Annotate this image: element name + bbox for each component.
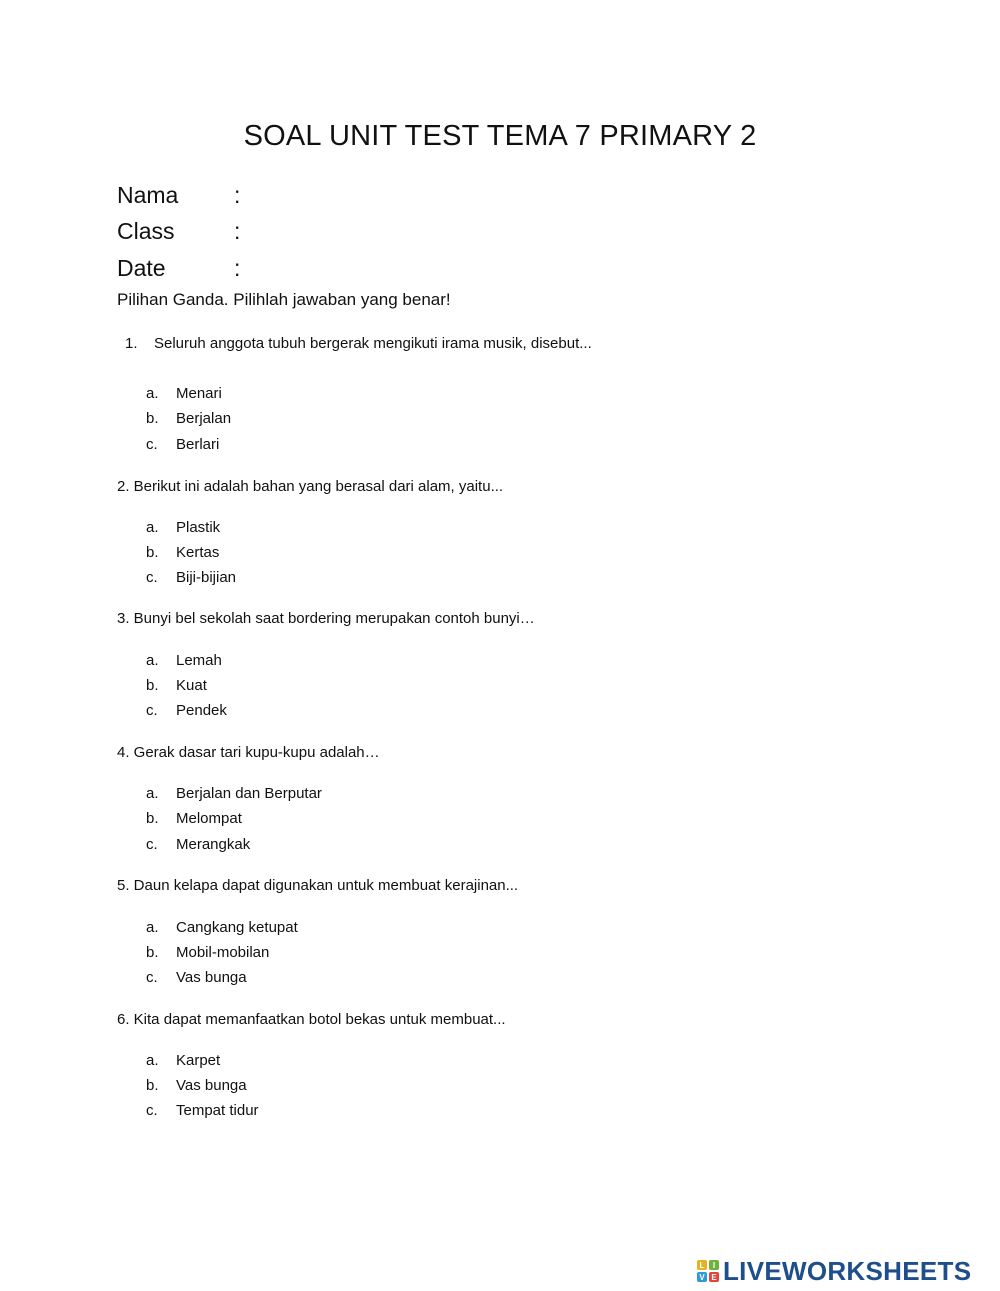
option-text: Menari — [176, 385, 222, 402]
instruction: Pilihan Ganda. Pilihlah jawaban yang benar! — [117, 290, 451, 309]
option-text: Cangkang ketupat — [176, 919, 298, 936]
option-text: Lemah — [176, 652, 222, 669]
option-letter: c. — [146, 969, 158, 986]
logo-mark-tile: E — [709, 1272, 719, 1282]
option-text: Pendek — [176, 702, 227, 719]
option-letter: b. — [146, 544, 159, 561]
field-colon: : — [234, 218, 241, 244]
option-letter: b. — [146, 944, 159, 961]
option-letter: a. — [146, 385, 159, 402]
logo-mark-tile: I — [709, 1260, 719, 1270]
field-label-date: Date — [117, 255, 166, 281]
field-colon: : — [234, 182, 241, 208]
option-letter: a. — [146, 785, 159, 802]
field-label-class: Class — [117, 218, 175, 244]
option-text: Kertas — [176, 544, 220, 561]
question-number: 1. — [125, 335, 138, 352]
option-letter: b. — [146, 1077, 159, 1094]
option-text: Berlari — [176, 436, 220, 453]
option-letter: a. — [146, 1052, 159, 1069]
page-title: SOAL UNIT TEST TEMA 7 PRIMARY 2 — [243, 120, 757, 152]
option-letter: c. — [146, 836, 158, 853]
logo-mark-tile: V — [697, 1272, 707, 1282]
liveworksheets-logo[interactable] — [697, 1256, 971, 1286]
option-text: Merangkak — [176, 836, 251, 853]
option-text: Mobil-mobilan — [176, 944, 270, 961]
question-text: 5. Daun kelapa dapat digunakan untuk membuat kerajinan... — [117, 877, 519, 894]
option-letter: b. — [146, 810, 159, 827]
option-text: Kuat — [176, 677, 207, 694]
question-text: 2. Berikut ini adalah bahan yang berasal dari alam, yaitu... — [117, 478, 504, 495]
option-letter: a. — [146, 519, 159, 536]
option-letter: c. — [146, 702, 158, 719]
field-label-nama: Nama — [117, 182, 179, 208]
field-colon: : — [234, 255, 241, 281]
option-letter: b. — [146, 410, 159, 427]
question-text: 3. Bunyi bel sekolah saat bordering merupakan contoh bunyi… — [117, 610, 535, 627]
option-text: Berjalan dan Berputar — [176, 785, 322, 802]
question-text: 4. Gerak dasar tari kupu-kupu adalah… — [117, 744, 380, 761]
question-text: 6. Kita dapat memanfaatkan botol bekas untuk membuat... — [117, 1011, 506, 1028]
option-text: Biji-bijian — [176, 569, 237, 586]
option-text: Vas bunga — [176, 1077, 247, 1094]
option-letter: b. — [146, 677, 159, 694]
option-text: Berjalan — [176, 410, 232, 427]
option-letter: c. — [146, 1102, 158, 1119]
logo-mark-tile: L — [697, 1260, 707, 1270]
option-letter: a. — [146, 919, 159, 936]
option-letter: c. — [146, 436, 158, 453]
logo-text: LIVEWORKSHEETS — [723, 1255, 972, 1286]
option-text: Karpet — [176, 1052, 221, 1069]
option-text: Vas bunga — [176, 969, 247, 986]
option-letter: a. — [146, 652, 159, 669]
logo-mark-icon — [697, 1260, 719, 1282]
question-text: Seluruh anggota tubuh bergerak mengikuti irama musik, disebut... — [154, 335, 592, 352]
option-text: Plastik — [176, 519, 221, 536]
option-text: Tempat tidur — [176, 1102, 259, 1119]
option-text: Melompat — [176, 810, 242, 827]
option-letter: c. — [146, 569, 158, 586]
